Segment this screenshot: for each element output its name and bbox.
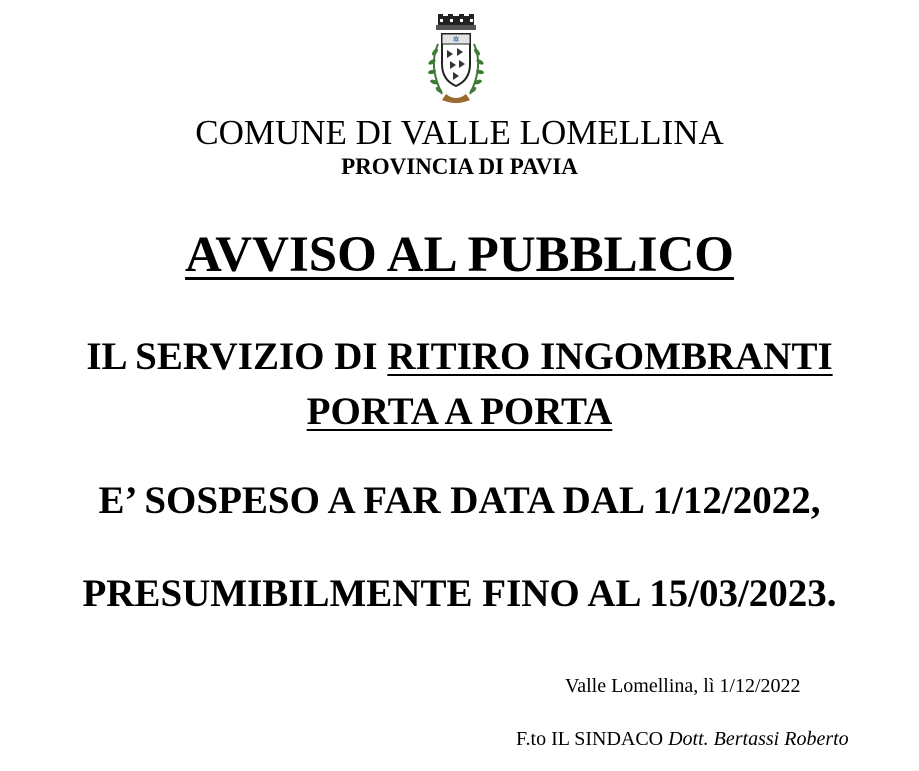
notice-line-1-prefix: IL SERVIZIO DI [86,335,388,378]
municipality-name: COMUNE DI VALLE LOMELLINA [195,113,724,152]
notice-service-name: RITIRO INGOMBRANTI [387,335,833,378]
notice-suspension-start: E’ SOSPESO A FAR DATA DAL 1/12/2022, [98,479,821,522]
notice-service-type: PORTA A PORTA [306,390,613,433]
notice-line-2 [0,388,919,436]
signature-role: F.to IL SINDACO [516,728,669,750]
signature-name: Dott. Bertassi Roberto [668,728,849,750]
notice-suspension-end: PRESUMIBILMENTE FINO AL 15/03/2023. [82,572,837,615]
province-name: PROVINCIA DI PAVIA [341,154,578,179]
municipal-coat-of-arms-icon [420,14,492,106]
place-and-date: Valle Lomellina, lì 1/12/2022 [565,675,801,697]
notice-title: AVVISO AL PUBBLICO [185,227,734,283]
svg-text:✲: ✲ [452,35,460,44]
signature-block [516,726,849,752]
notice-title-wrapper [0,224,919,286]
notice-line-1 [0,333,919,381]
